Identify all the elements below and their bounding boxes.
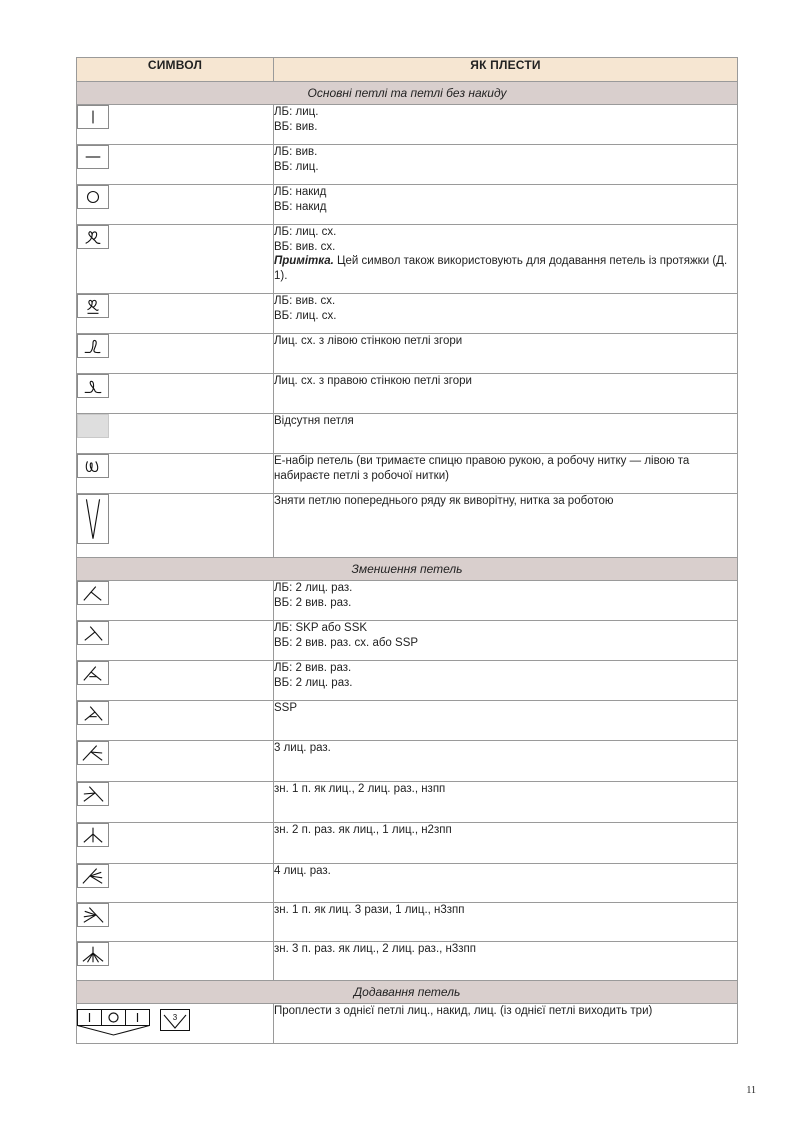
table-row: ЛБ: вив. сх. ВБ: лиц. сх.	[77, 294, 738, 334]
table-row: зн. 1 п. як лиц., 2 лиц. раз., нзпп	[77, 782, 738, 823]
s3k1p-icon	[77, 903, 109, 927]
sk2p-icon	[77, 782, 109, 806]
purl-stitch-icon	[77, 145, 109, 169]
p2tog-icon	[77, 661, 109, 685]
table-row: 4 лиц. раз.	[77, 864, 738, 903]
twisted-left-loop-icon	[77, 334, 109, 358]
s2kp-icon	[77, 823, 109, 847]
increase-count-label: 3	[172, 1013, 178, 1022]
table-row: Е-набір петель (ви тримаєте спицю правою рукою, а робочу нитку — лівою та набираєте петлі з робочої нитки)	[77, 454, 738, 494]
section-row	[77, 981, 738, 1004]
stitch-legend-table	[76, 57, 738, 1044]
k3tog-icon	[77, 741, 109, 765]
three-from-one-badge-icon	[160, 1009, 190, 1031]
twisted-right-loop-icon	[77, 374, 109, 398]
table-row: Лиц. сх. з лівою стінкою петлі згори	[77, 334, 738, 374]
table-row: ЛБ: 2 лиц. раз. ВБ: 2 вив. раз.	[77, 581, 738, 621]
table-row: ЛБ: лиц. ВБ: вив.	[77, 105, 738, 145]
table-row: ЛБ: SKP або SSK ВБ: 2 вив. раз. сх. або SSP	[77, 621, 738, 661]
section-row	[77, 82, 738, 105]
table-row: зн. 3 п. раз. як лиц., 2 лиц. раз., н3зпп	[77, 942, 738, 981]
table-row: SSP	[77, 701, 738, 741]
table-row: 3 Проплести з однієї петлі лиц., накид, лиц. (із однієї петлі виходить три)	[77, 1004, 738, 1044]
section-title: Зменшення петель	[77, 558, 738, 581]
table-row: ЛБ: лиц. сх. ВБ: вив. сх. Примітка. Цей символ також використовують для додавання петель із протяжки (Д. 1).	[77, 225, 738, 294]
ssp-icon	[77, 701, 109, 725]
no-stitch-icon	[77, 414, 109, 438]
table-row: Лиц. сх. з правою стінкою петлі згори	[77, 374, 738, 414]
increase-3-from-1-icon	[77, 1009, 150, 1037]
k4tog-icon	[77, 864, 109, 888]
yarn-over-icon	[77, 185, 109, 209]
table-header-row	[77, 58, 738, 82]
section-row	[77, 558, 738, 581]
table-row: зн. 1 п. як лиц. 3 рази, 1 лиц., н3зпп	[77, 903, 738, 942]
table-row: зн. 2 п. раз. як лиц., 1 лиц., н2зпп	[77, 823, 738, 864]
purl-twisted-icon	[77, 294, 109, 318]
knit-twisted-icon	[77, 225, 109, 249]
header-symbol: СИМВОЛ	[77, 58, 274, 82]
ssk-icon	[77, 621, 109, 645]
table-row: Відсутня петля	[77, 414, 738, 454]
table-row: 3 лиц. раз.	[77, 741, 738, 782]
note-label: Примітка.	[274, 255, 334, 267]
table-row: Зняти петлю попереднього ряду як виворітну, нитка за роботою	[77, 494, 738, 558]
page-number: 11	[746, 1085, 756, 1096]
s3k2p-icon	[77, 942, 109, 966]
table-row: ЛБ: накид ВБ: накид	[77, 185, 738, 225]
table-row: ЛБ: вив. ВБ: лиц.	[77, 145, 738, 185]
slip-stitch-icon	[77, 494, 109, 544]
note-text: Цей символ також використовують для додавання петель із протяжки (Д. 1).	[274, 255, 728, 282]
section-title: Основні петлі та петлі без накиду	[77, 82, 738, 105]
section-title: Додавання петель	[77, 981, 738, 1004]
table-row: ЛБ: 2 вив. раз. ВБ: 2 лиц. раз.	[77, 661, 738, 701]
k2tog-icon	[77, 581, 109, 605]
e-cast-on-icon	[77, 454, 109, 478]
knit-stitch-icon	[77, 105, 109, 129]
header-how-to-knit: ЯК ПЛЕСТИ	[274, 58, 738, 82]
